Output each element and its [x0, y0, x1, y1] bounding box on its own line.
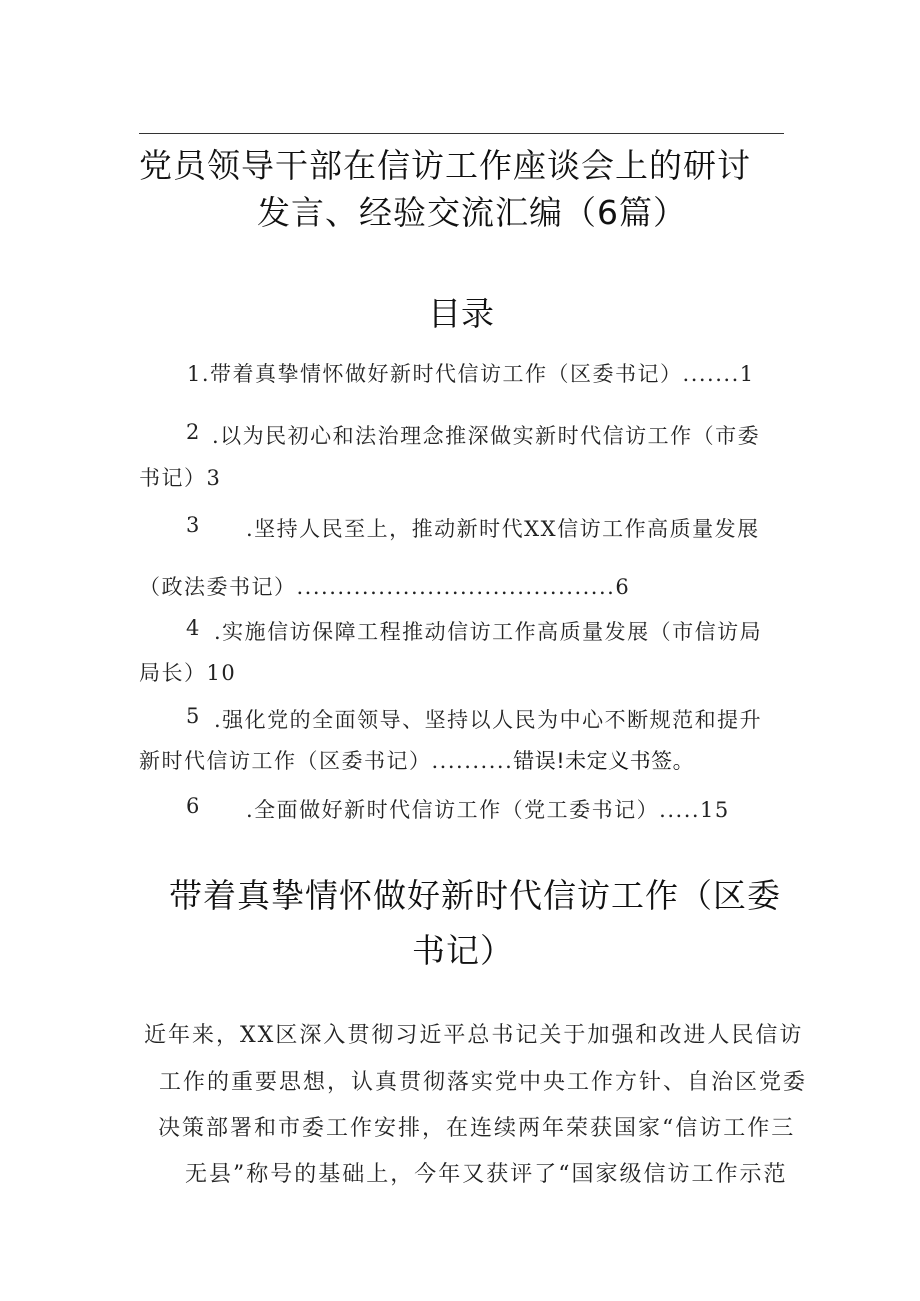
body-paragraph-line-4: 无县”称号的基础上，今年又获评了“国家级信访工作示范	[185, 1162, 788, 1187]
toc-item-6[interactable]: .全面做好新时代信访工作（党工委书记）.....15	[246, 798, 730, 822]
body-paragraph-line-1: 近年来，XX区深入贯彻习近平总书记关于加强和改进人民信访	[144, 1023, 804, 1048]
toc-heading: 目录	[428, 294, 494, 333]
toc-item-3-continuation[interactable]: （政法委书记）.......................................6	[139, 575, 631, 599]
section-heading-line-2: 书记）	[412, 931, 514, 970]
toc-item-6-number: 6	[186, 794, 201, 818]
body-paragraph-line-3: 决策部署和市委工作安排，在连续两年荣获国家“信访工作三	[158, 1116, 796, 1141]
toc-item-2-continuation[interactable]: 书记）3	[139, 466, 222, 490]
body-paragraph-line-2: 工作的重要思想，认真贯彻落实党中央工作方针、自治区党委	[159, 1070, 808, 1095]
toc-item-5-tail: 新时代信访工作（区委书记）..........	[139, 749, 514, 773]
toc-item-4-number: 4	[186, 616, 201, 640]
toc-item-1[interactable]: 1.带着真挚情怀做好新时代信访工作（区委书记）.......1	[187, 362, 755, 386]
header-rule	[139, 133, 784, 134]
toc-item-5-continuation[interactable]	[139, 745, 694, 775]
toc-item-5[interactable]: .强化党的全面领导、坚持以人民为中心不断规范和提升	[214, 708, 763, 732]
toc-item-3[interactable]: .坚持人民至上，推动新时代XX信访工作高质量发展	[246, 517, 760, 541]
document-title-line-1: 党员领导干部在信访工作座谈会上的研讨	[139, 146, 751, 185]
toc-item-2-number: 2	[186, 420, 201, 444]
document-title-line-2: 发言、经验交流汇编（6篇）	[257, 193, 687, 232]
section-heading-line-1: 带着真挚情怀做好新时代信访工作（区委	[169, 876, 781, 915]
toc-item-4[interactable]: .实施信访保障工程推动信访工作高质量发展（市信访局	[214, 620, 763, 644]
toc-item-3-number: 3	[186, 513, 201, 537]
toc-item-2[interactable]: .以为民初心和法治理念推深做实新时代信访工作（市委	[212, 424, 761, 448]
bookmark-error-text: 错误!未定义书签。	[513, 749, 695, 773]
toc-item-5-number: 5	[186, 704, 201, 728]
toc-item-4-continuation[interactable]: 局长）10	[139, 661, 237, 685]
